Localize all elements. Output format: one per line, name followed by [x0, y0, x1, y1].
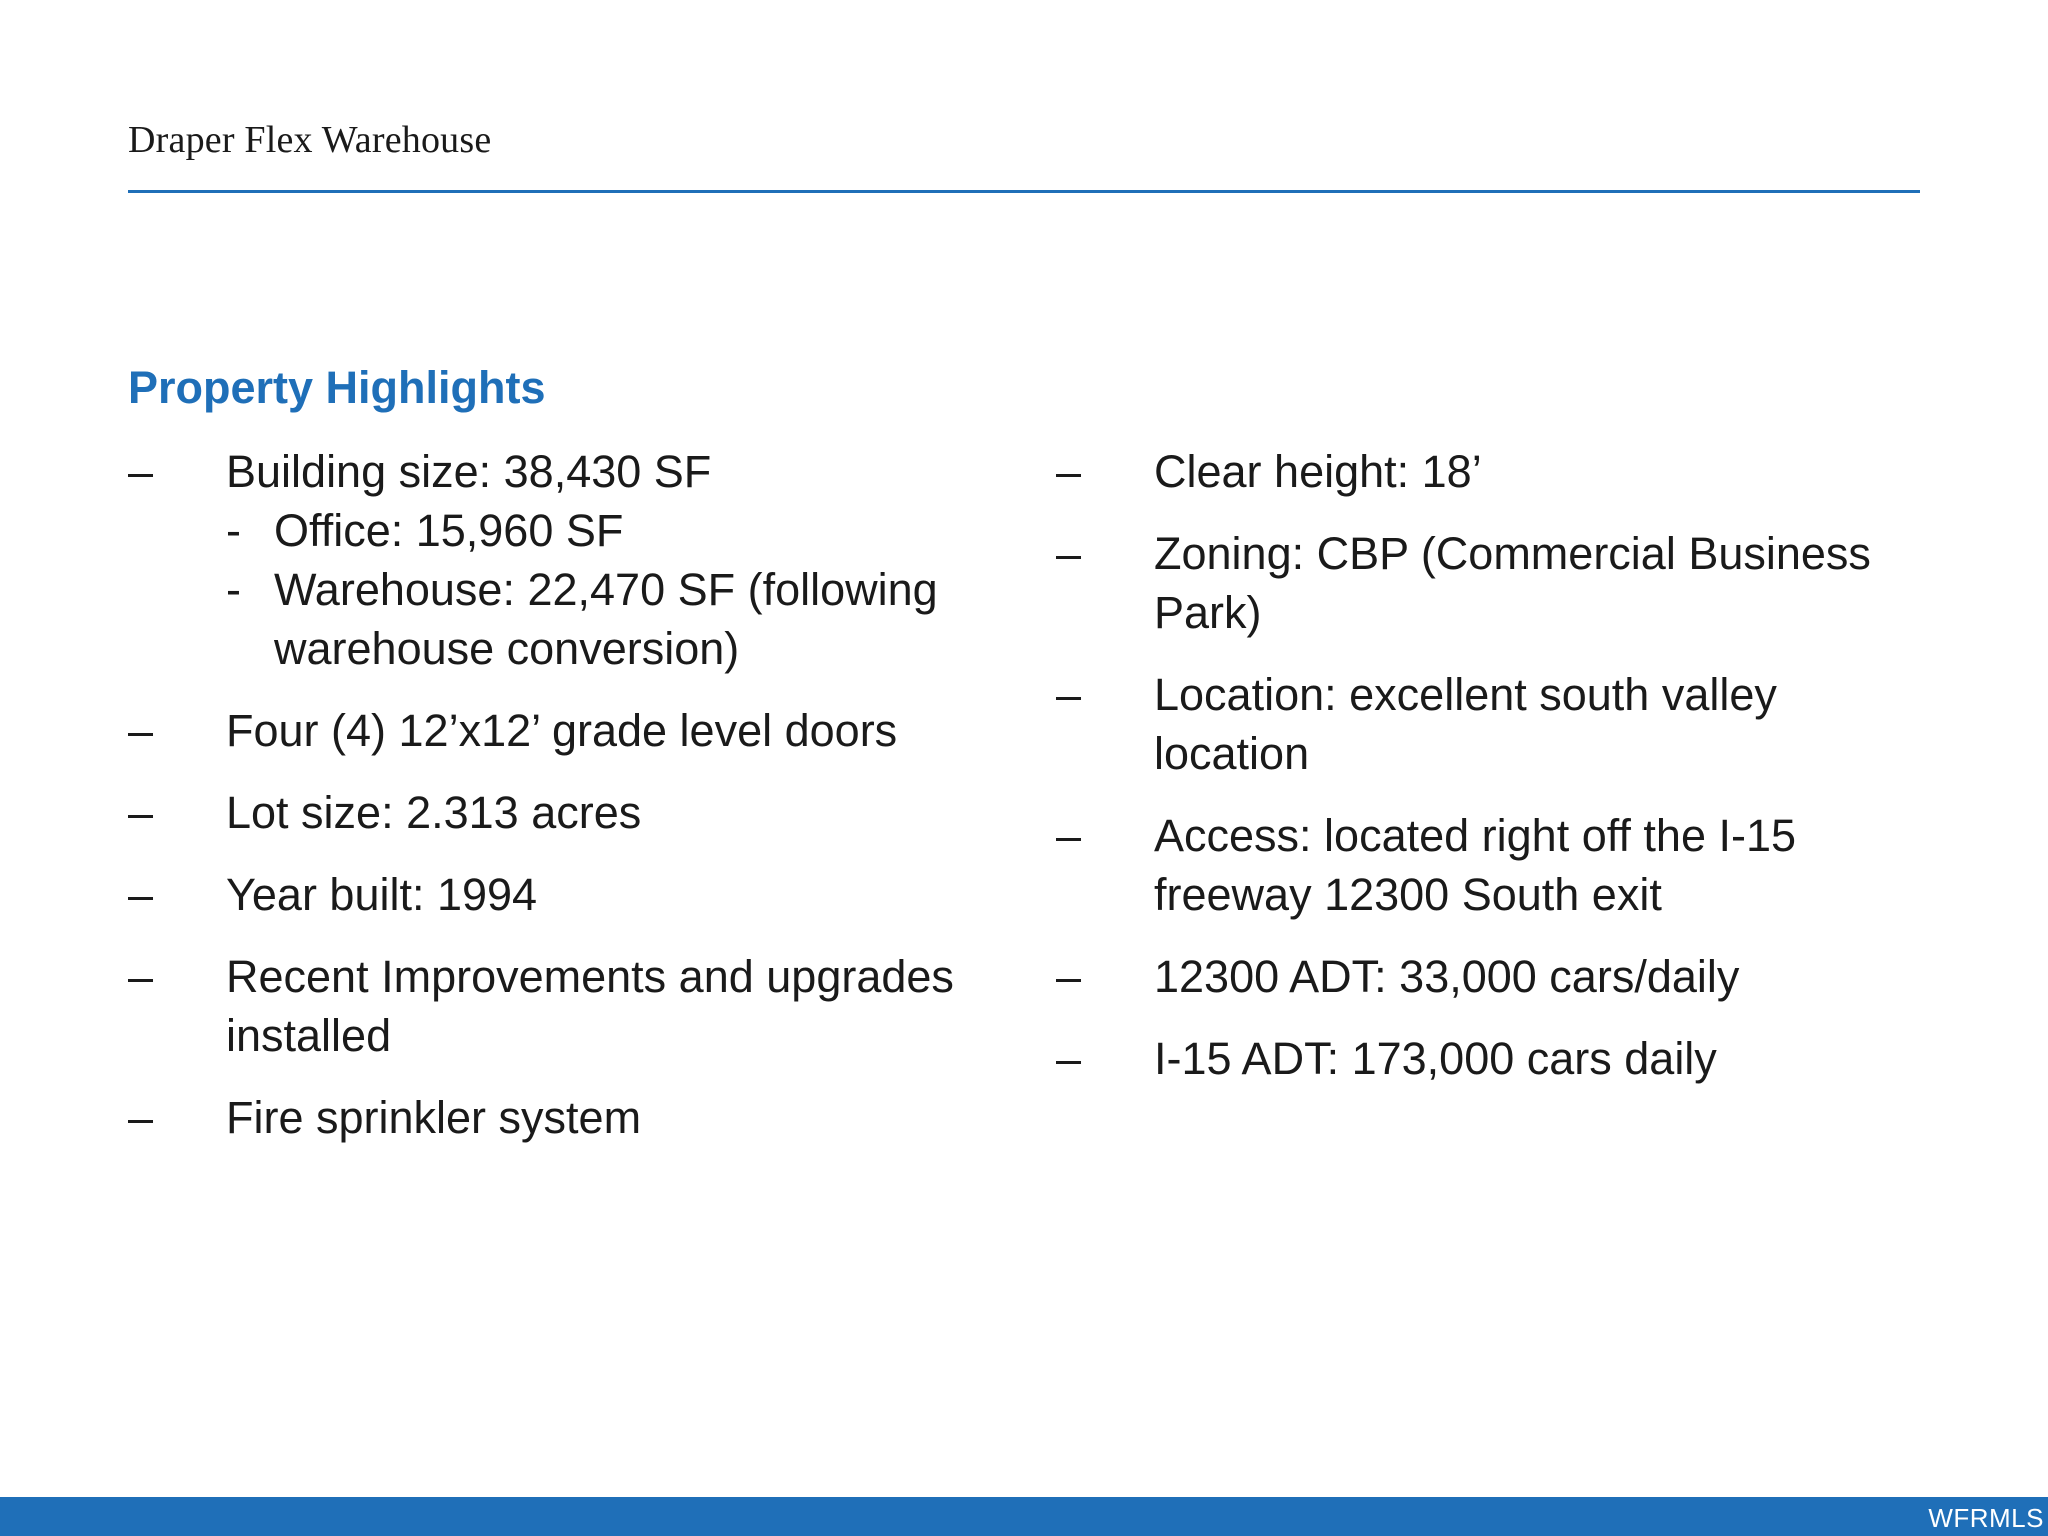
bullet-dash: –: [128, 446, 154, 497]
sub-item-text: Office: 15,960 SF: [274, 505, 624, 556]
highlight-item-clear-height: [1056, 442, 1936, 501]
document-title: Draper Flex Warehouse: [128, 119, 492, 161]
sub-bullet-dash: -: [226, 505, 241, 556]
highlight-text: Year built: 1994: [226, 869, 538, 920]
bullet-dash: –: [1056, 446, 1082, 497]
sub-item-warehouse: [226, 560, 1018, 678]
highlight-item-i15-adt: [1056, 1029, 1936, 1088]
highlight-text: Lot size: 2.313 acres: [226, 787, 642, 838]
bullet-dash: –: [128, 951, 154, 1002]
highlight-item-doors: [128, 701, 1018, 760]
highlight-text: Fire sprinkler system: [226, 1092, 642, 1143]
bullet-dash: –: [128, 787, 154, 838]
highlight-text: Zoning: CBP (Commercial Business Park): [1154, 528, 1871, 638]
highlight-text: Recent Improvements and upgrades installed: [226, 951, 954, 1061]
bullet-dash: –: [128, 705, 154, 756]
highlight-item-sprinkler: [128, 1088, 1018, 1147]
highlight-text: 12300 ADT: 33,000 cars/daily: [1154, 951, 1740, 1002]
highlight-text: Building size: 38,430 SF: [226, 446, 712, 497]
bullet-dash: –: [128, 869, 154, 920]
sub-list: [226, 501, 1018, 678]
sub-item-text: Warehouse: 22,470 SF (following warehouse conversion): [274, 564, 938, 674]
highlight-item-access: [1056, 806, 1936, 924]
highlight-item-location: [1056, 665, 1936, 783]
highlight-item-building-size: [128, 442, 1018, 678]
title-divider: [128, 190, 1920, 193]
highlight-item-year-built: [128, 865, 1018, 924]
highlight-text: Clear height: 18’: [1154, 446, 1482, 497]
highlight-item-improvements: [128, 947, 1018, 1065]
highlight-text: Four (4) 12’x12’ grade level doors: [226, 705, 898, 756]
sub-bullet-dash: -: [226, 564, 241, 615]
footer-bar: [0, 1497, 2048, 1536]
bullet-dash: –: [1056, 528, 1082, 579]
footer-label: WFRMLS: [1928, 1503, 2044, 1533]
sub-item-office: [226, 501, 1018, 560]
highlight-text: I-15 ADT: 173,000 cars daily: [1154, 1033, 1717, 1084]
bullet-dash: –: [1056, 669, 1082, 720]
highlight-text: Access: located right off the I-15 freeway 12300 South exit: [1154, 810, 1797, 920]
highlight-text: Location: excellent south valley location: [1154, 669, 1777, 779]
highlight-item-zoning: [1056, 524, 1936, 642]
bullet-dash: –: [1056, 1033, 1082, 1084]
highlights-left-column: [128, 442, 1018, 1170]
bullet-dash: –: [1056, 951, 1082, 1002]
highlight-item-lot-size: [128, 783, 1018, 842]
bullet-dash: –: [1056, 810, 1082, 861]
highlights-right-column: [1056, 442, 1936, 1111]
highlight-item-12300-adt: [1056, 947, 1936, 1006]
section-heading: Property Highlights: [128, 362, 546, 413]
bullet-dash: –: [128, 1092, 154, 1143]
